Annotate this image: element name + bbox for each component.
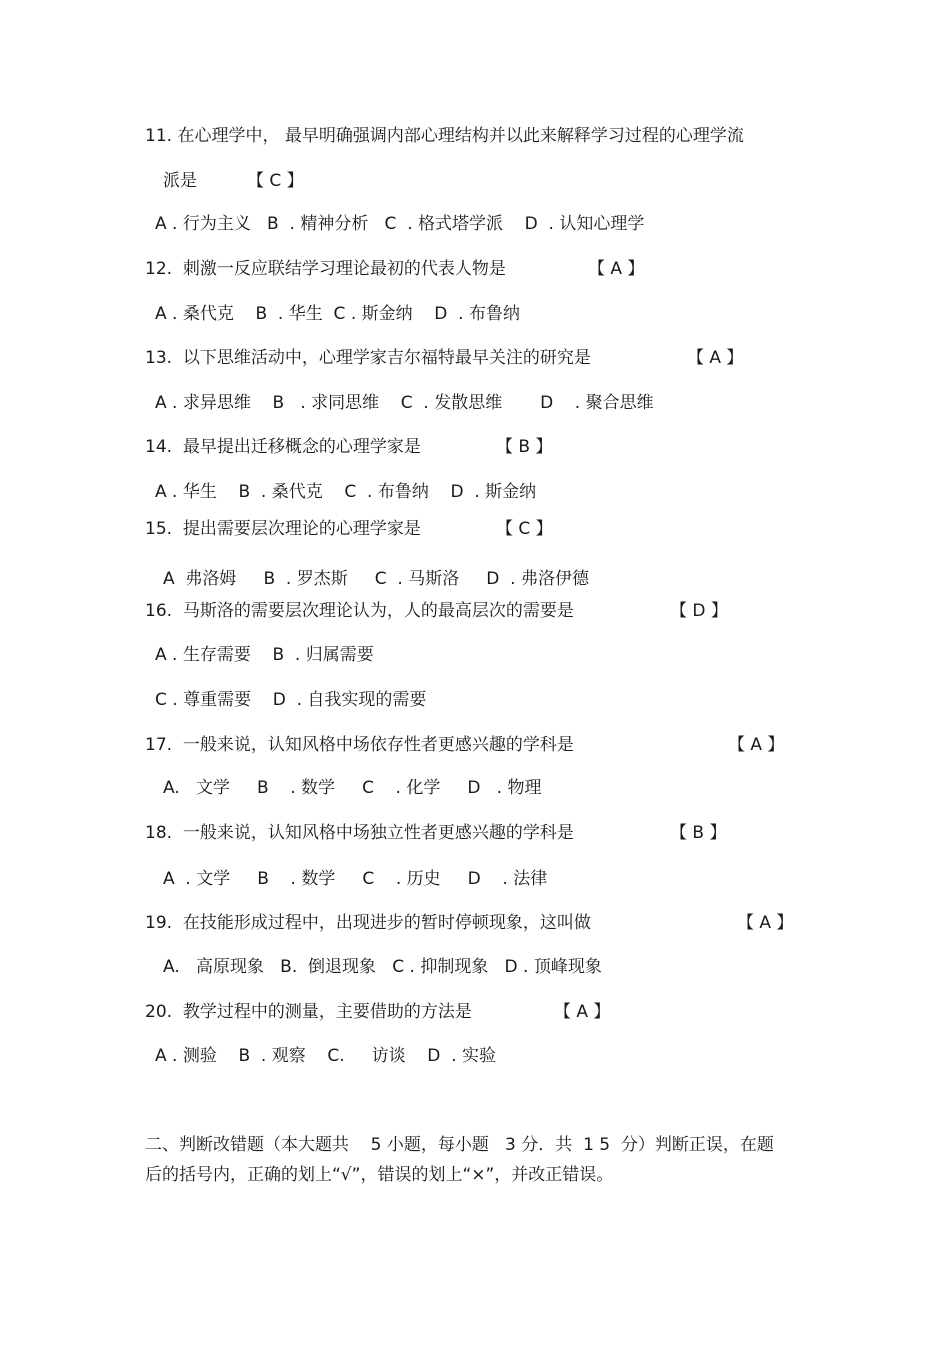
answer-bracket: 【 B 】 bbox=[496, 437, 553, 457]
answer-bracket: 【 D 】 bbox=[670, 601, 728, 621]
section-heading-continued: 后的括号内，正确的划上“√”，错误的划上“×”，并改正错误。 bbox=[145, 1165, 614, 1185]
question-stem: 15. 提出需要层次理论的心理学家是 bbox=[145, 519, 421, 539]
options-line: A. 高原现象 B. 倒退现象 C . 抑制现象 D . 顶峰现象 bbox=[163, 957, 602, 977]
question-stem: 19. 在技能形成过程中，出现进步的暂时停顿现象，这叫做 bbox=[145, 913, 591, 933]
answer-bracket: 【 A 】 bbox=[728, 735, 785, 755]
options-line: C . 尊重需要 D . 自我实现的需要 bbox=[155, 690, 427, 710]
options-line: A . 求异思维 B . 求同思维 C . 发散思维 D . 聚合思维 bbox=[155, 393, 654, 413]
options-line: A . 测验 B . 观察 C. 访谈 D . 实验 bbox=[155, 1046, 496, 1066]
question-stem: 18. 一般来说，认知风格中场独立性者更感兴趣的学科是 bbox=[145, 823, 574, 843]
answer-bracket: 【 C 】 bbox=[247, 171, 304, 191]
options-line: A . 华生 B . 桑代克 C . 布鲁纳 D . 斯金纳 bbox=[155, 482, 537, 502]
question-stem: 14. 最早提出迁移概念的心理学家是 bbox=[145, 437, 421, 457]
answer-bracket: 【 A 】 bbox=[737, 913, 794, 933]
question-stem: 17. 一般来说，认知风格中场依存性者更感兴趣的学科是 bbox=[145, 735, 574, 755]
options-line: A . 文学 B . 数学 C . 历史 D . 法律 bbox=[163, 869, 548, 889]
answer-bracket: 【 A 】 bbox=[687, 348, 744, 368]
options-line: A . 生存需要 B . 归属需要 bbox=[155, 645, 374, 665]
answer-bracket: 【 A 】 bbox=[588, 259, 645, 279]
answer-bracket: 【 A 】 bbox=[554, 1002, 611, 1022]
question-stem: 11. 在心理学中， 最早明确强调内部心理结构并以此来解释学习过程的心理学流 bbox=[145, 126, 744, 146]
answer-bracket: 【 B 】 bbox=[670, 823, 727, 843]
question-stem: 12. 刺激一反应联结学习理论最初的代表人物是 bbox=[145, 259, 506, 279]
options-line: A . 行为主义 B . 精神分析 C . 格式塔学派 D . 认知心理学 bbox=[155, 214, 645, 234]
question-stem: 20. 教学过程中的测量，主要借助的方法是 bbox=[145, 1002, 472, 1022]
options-line: A. 文学 B . 数学 C . 化学 D . 物理 bbox=[163, 778, 542, 798]
section-heading: 二、判断改错题（本大题共 5 小题，每小题 3 分．共 1 5 分）判断正误，在题 bbox=[145, 1135, 774, 1155]
question-stem: 16. 马斯洛的需要层次理论认为，人的最高层次的需要是 bbox=[145, 601, 574, 621]
question-stem: 13. 以下思维活动中，心理学家吉尔福特最早关注的研究是 bbox=[145, 348, 591, 368]
options-line: A . 桑代克 B . 华生 C . 斯金纳 D . 布鲁纳 bbox=[155, 304, 520, 324]
options-line: A 弗洛姆 B . 罗杰斯 C . 马斯洛 D . 弗洛伊德 bbox=[163, 569, 589, 589]
answer-bracket: 【 C 】 bbox=[496, 519, 553, 539]
question-stem-continued: 派是 bbox=[163, 171, 197, 191]
